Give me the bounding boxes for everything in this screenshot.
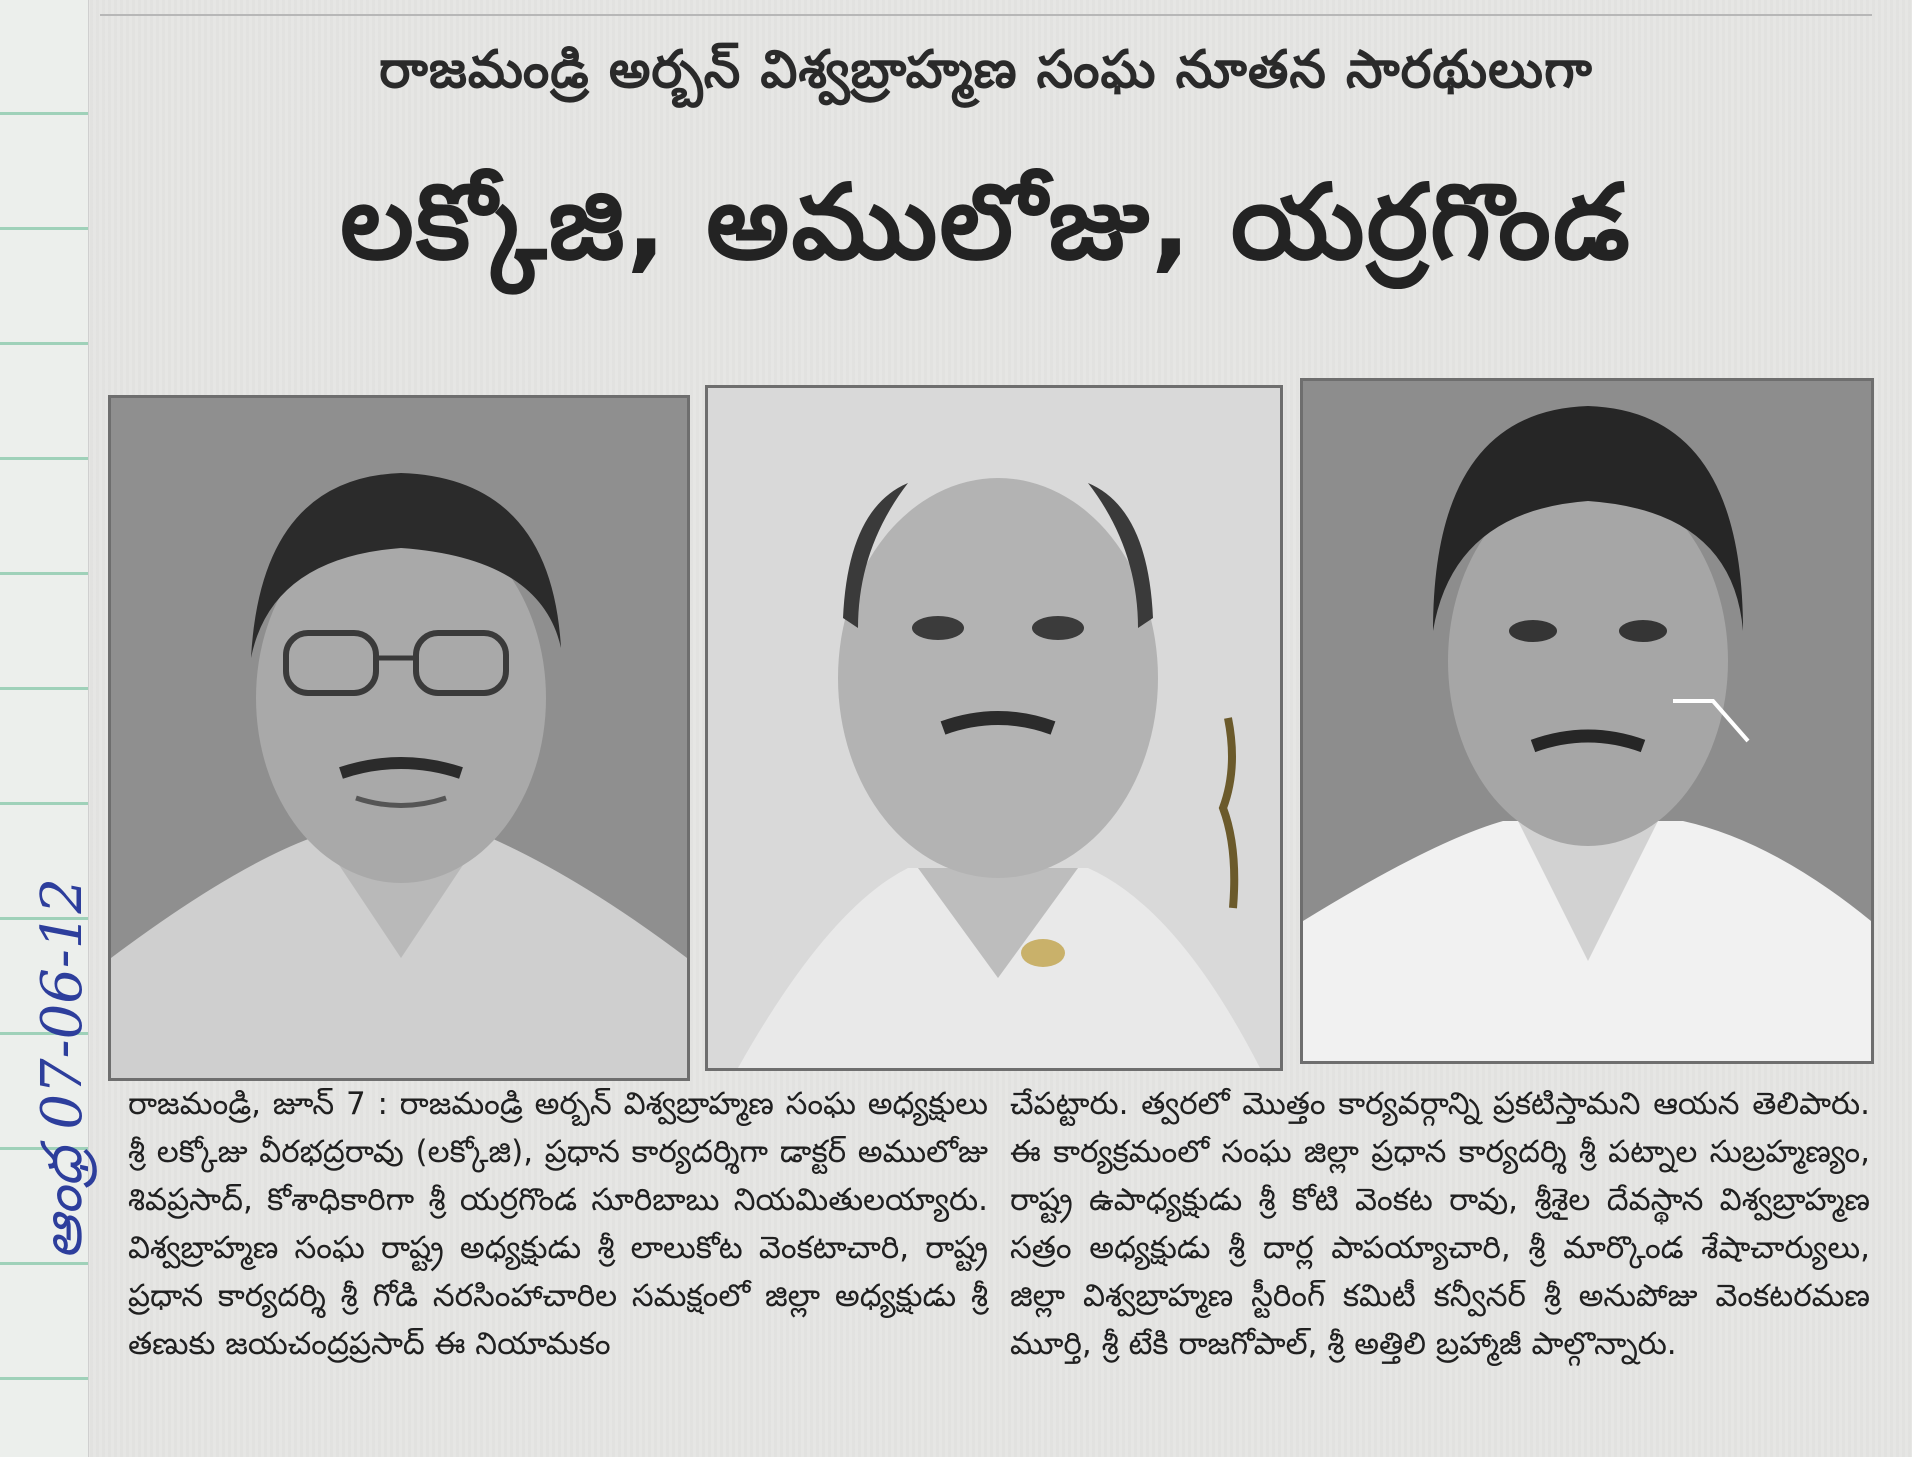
article-paragraph-right: చేపట్టారు. త్వరలో మొత్తం కార్యవర్గాన్ని ప్రకటిస్తామని ఆయన తెలిపారు. ఈ కార్యక్రమంలో సంఘ జిల్లా ప్రధాన కార్యదర్శి శ్రీ పట్నాల సుబ్రహ్మణ్యం, రాష్ట్ర ఉపాధ్యక్షుడు శ్రీ కోటి వెంకట రావు, శ్రీశైల దేవస్థాన విశ్వబ్రాహ్మణ సత్రం అధ్యక్షుడు శ్రీ దార్ల పాపయ్యాచారి, శ్రీ మార్కొండ శేషాచార్యులు, జిల్లా విశ్వబ్రాహ్మణ స్టీరింగ్ కమిటీ కన్వీనర్ శ్రీ అనుపోజు వెంకటరమణ మూర్తి, శ్రీ టేకి రాజగోపాల్, శ్రీ అత్తిలి బ్రహ్మాజీ పాల్గొన్నారు. bbox=[1010, 1086, 1870, 1362]
article-paragraph-left: రాజమండ్రి, జూన్ 7 : రాజమండ్రి అర్బన్ విశ్వబ్రాహ్మణ సంఘ అధ్యక్షులు శ్రీ లక్కోజు వీరభద్రరావు (లక్కోజి), ప్రధాన కార్యదర్శిగా డాక్టర్ అములోజు శివప్రసాద్, కోశాధికారిగా శ్రీ యర్రగొండ సూరిబాబు నియమితులయ్యారు. విశ్వబ్రాహ్మణ సంఘ రాష్ట్ర అధ్యక్షుడు శ్రీ లాలుకోట వెంకటాచారి, రాష్ట్ర ప్రధాన కార్యదర్శి శ్రీ గోడి నరసింహాచారిల సమక్షంలో జిల్లా అధ్యక్షుడు శ్రీ తణుకు జయచంద్రప్రసాద్ ఈ నియామకం bbox=[128, 1086, 988, 1362]
article-body-left bbox=[128, 1080, 988, 1368]
headline: లక్కోజి, అములోజు, యర్రగొండ bbox=[340, 161, 1632, 283]
portrait-3-image bbox=[1303, 381, 1871, 1061]
handwritten-date-text: ఆంధ్ర 07-06-12 bbox=[30, 877, 95, 1260]
photo-portrait-1 bbox=[108, 395, 690, 1081]
top-rule bbox=[100, 14, 1872, 16]
kicker-heading: రాజమండ్రి అర్బన్ విశ్వబ్రాహ్మణ సంఘ నూతన సారథులుగా bbox=[379, 40, 1593, 100]
portrait-1-image bbox=[111, 398, 687, 1078]
photo-portrait-2 bbox=[705, 385, 1283, 1071]
article-body-right bbox=[1010, 1080, 1870, 1368]
portrait-2-image bbox=[708, 388, 1280, 1068]
photo-portrait-3 bbox=[1300, 378, 1874, 1064]
handwritten-date bbox=[30, 560, 95, 1260]
